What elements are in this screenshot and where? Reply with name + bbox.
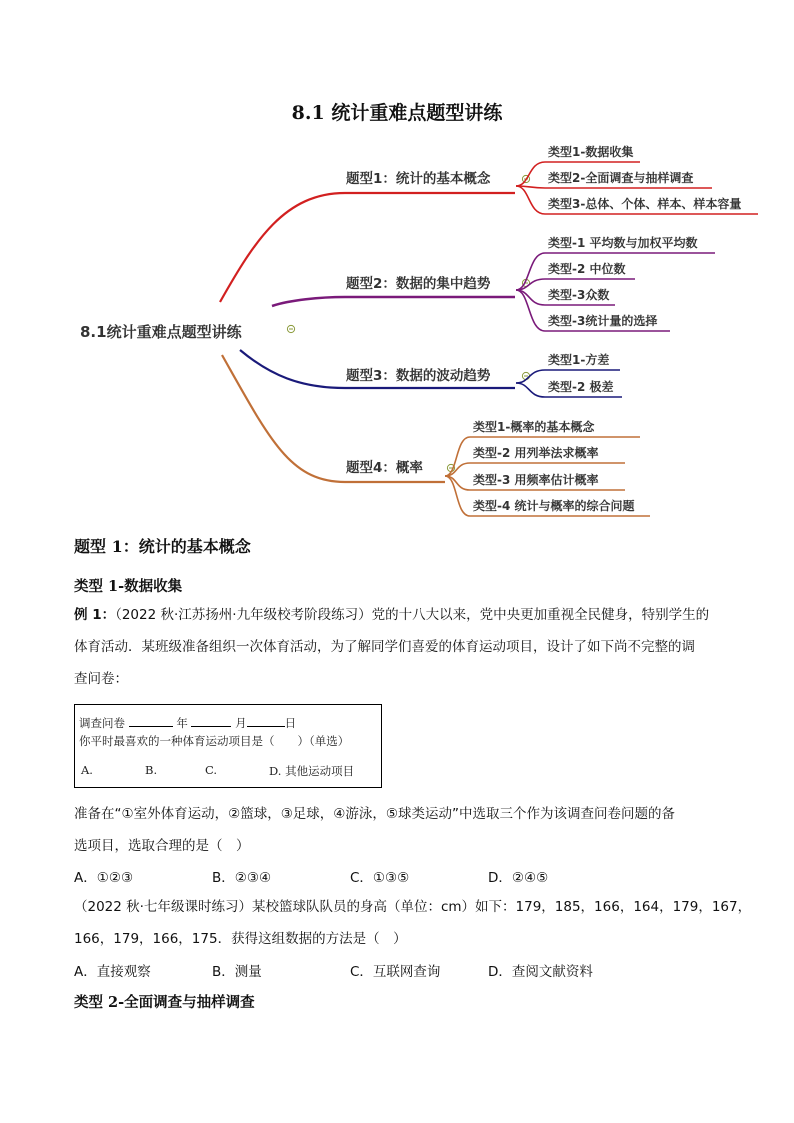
option[interactable]: A．直接观察 [74, 964, 151, 980]
branch-label-3: 题型3：数据的波动趋势 [346, 368, 491, 384]
branch2-child-2: 类型-2 中位数 [548, 262, 626, 276]
survey-box [74, 704, 382, 788]
option[interactable]: C．互联网查询 [350, 964, 441, 980]
survey-date-line: 调查问卷 年 月 日 [79, 716, 297, 730]
option[interactable]: C．①③⑤ [350, 870, 410, 886]
branch-label-1: 题型1：统计的基本概念 [346, 171, 491, 187]
survey-option-c: C. [205, 763, 218, 777]
example-label: 例 1： [74, 607, 116, 623]
branch-curve-2 [272, 297, 515, 306]
survey-option-b: B. [145, 763, 158, 777]
branch-label-2: 题型2：数据的集中趋势 [346, 276, 491, 292]
branch4-child-1: 类型1-概率的基本概念 [473, 420, 595, 434]
option[interactable]: A．①②③ [74, 870, 134, 886]
option[interactable]: B．测量 [212, 964, 262, 980]
option[interactable]: B．②③④ [212, 870, 272, 886]
survey-option-d: D. 其他运动项目 [269, 764, 355, 778]
branch1-child-1: 类型1-数据收集 [548, 145, 634, 159]
section-heading: 题型 1：统计的基本概念 [74, 537, 251, 556]
question-1-options [74, 866, 754, 886]
branch4-child-2: 类型-2 用列举法求概率 [473, 446, 599, 460]
mindmap-root: 8.1统计重难点题型讲练 [80, 323, 242, 341]
branch4-child-3: 类型-3 用频率估计概率 [473, 473, 599, 487]
mind-map [0, 0, 794, 530]
branch2-child-3: 类型-3众数 [548, 288, 610, 302]
document-title: 8.1 统计重难点题型讲练 [291, 102, 503, 124]
subsection-heading: 类型 2-全面调查与抽样调查 [74, 994, 255, 1011]
question-1-stem: 准备在“①室外体育运动，②篮球，③足球，④游泳，⑤球类运动”中选取三个作为该调查问卷问题的备 选项目，选取合理的是（ ） [74, 806, 675, 854]
branch4-child-4: 类型-4 统计与概率的综合问题 [473, 499, 635, 513]
branch2-child-1: 类型-1 平均数与加权平均数 [548, 236, 698, 250]
option[interactable]: D．②④⑤ [488, 870, 549, 886]
branch1-child-3: 类型3-总体、个体、样本、样本容量 [548, 197, 742, 211]
branch3-child-2: 类型-2 极差 [548, 380, 614, 394]
branch2-child-4: 类型-3统计量的选择 [548, 314, 658, 328]
branch3-child-1: 类型1-方差 [548, 353, 610, 367]
example-paragraph: 例 1：（2022 秋·江苏扬州·九年级校考阶段练习）党的十八大以来，党中央更加重视全民健身，特别学生的 体育活动．某班级准备组织一次体育活动，为了解同学们喜爱的体育运动项目，设计了如下尚不完整的调 查问卷： [74, 607, 710, 687]
branch-label-4: 题型4：概率 [346, 460, 423, 476]
survey-question: 你平时最喜欢的一种体育运动项目是（ ）（单选） [79, 734, 350, 748]
survey-option-a: A. [81, 763, 93, 777]
question-2-stem: （2022 秋·七年级课时练习）某校篮球队队员的身高（单位：cm）如下：179，185，166，164，179，167， 166，179，166，175．获得这组数据的方法是（ ） [74, 899, 752, 947]
branch1-child-2: 类型2-全面调查与抽样调查 [548, 171, 694, 185]
question-2-options [74, 960, 754, 980]
subsection-heading: 类型 1-数据收集 [74, 578, 183, 595]
option[interactable]: D．查阅文献资料 [488, 964, 593, 980]
